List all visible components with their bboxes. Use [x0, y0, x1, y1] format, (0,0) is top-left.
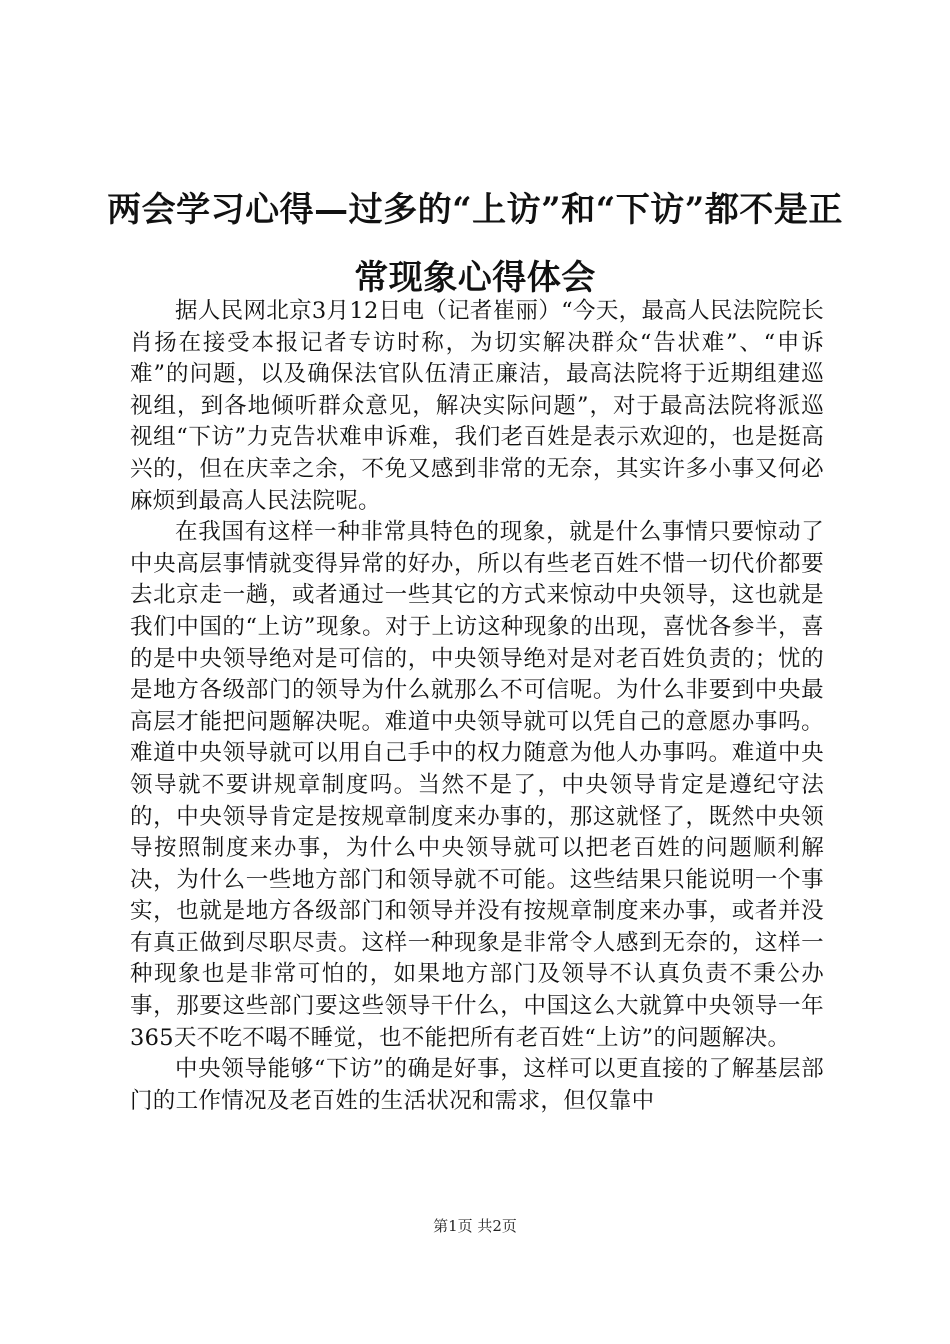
- page-footer: 第1页 共2页: [433, 1217, 517, 1235]
- document-body: [130, 296, 824, 1117]
- paragraph-1: 据人民网北京3月12日电（记者崔丽）“今天，最高人民法院院长肖扬在接受本报记者专访时称，为切实解决群众“告状难”、“申诉难”的问题，以及确保法官队伍清正廉洁，最高法院将于近期组建巡视组，到各地倾听群众意见，解决实际问题”，对于最高法院将派巡视组“下访”力克告状难申诉难，我们老百姓是表示欢迎的，也是挺高兴的，但在庆幸之余，不免又感到非常的无奈，其实许多小事又何必麻烦到最高人民法院呢。: [130, 298, 824, 514]
- paragraph-2: 在我国有这样一种非常具特色的现象，就是什么事情只要惊动了中央高层事情就变得异常的好办，所以有些老百姓不惜一切代价都要去北京走一趟，或者通过一些其它的方式来惊动中央领导，这也就是我们中国的“上访”现象。对于上访这种现象的出现，喜忧各参半，喜的是中央领导绝对是可信的，中央领导绝对是对老百姓负责的；忧的是地方各级部门的领导为什么就那么不可信呢。为什么非要到中央最高层才能把问题解决呢。难道中央领导就可以凭自己的意愿办事吗。难道中央领导就可以用自己手中的权力随意为他人办事吗。难道中央领导就不要讲规章制度吗。当然不是了，中央领导肯定是遵纪守法的，中央领导肯定是按规章制度来办事的，那这就怪了，既然中央领导按照制度来办事，为什么中央领导就可以把老百姓的问题顺利解决，为什么一些地方部门和领导就不可能。这些结果只能说明一个事实，也就是地方各级部门和领导并没有按规章制度来办事，或者并没有真正做到尽职尽责。这样一种现象是非常令人感到无奈的，这样一种现象也是非常可怕的，如果地方部门及领导不认真负责不秉公办事，那要这些部门要这些领导干什么，中国这么大就算中央领导一年365天不吃不喝不睡觉，也不能把所有老百姓“上访”的问题解决。: [130, 519, 824, 1051]
- paragraph-3: 中央领导能够“下访”的确是好事，这样可以更直接的了解基层部门的工作情况及老百姓的生活状况和需求，但仅靠中: [130, 1056, 824, 1114]
- document-title: 两会学习心得—过多的“上访”和“下访”都不是正常现象心得体会: [107, 190, 843, 298]
